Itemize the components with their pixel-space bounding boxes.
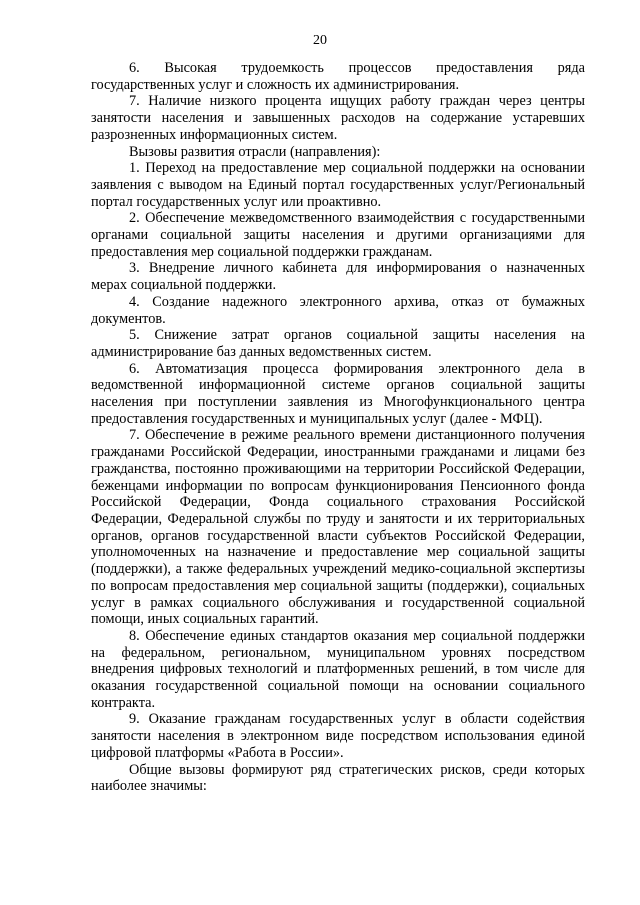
paragraph-challenge-5: 5. Снижение затрат органов социальной защиты населения на администрирование баз данных ведомственных систем. [91, 327, 585, 360]
paragraph-strategic-risks-intro: Общие вызовы формируют ряд стратегических рисков, среди которых наиболее значимы: [91, 761, 585, 795]
paragraph-challenge-7: 7. Обеспечение в режиме реального времени дистанционного получения гражданами Российской Федерации, иностранными гражданами и лицами без гражданства, постоянно проживающими на территории Российской Федерации, беженцами информации по вопросам функционирования Пенсионного фонда Российской Федерации, Фонда социального страхования Российской Федерации, Федеральной службы по труду и занятости и их территориальных органов, органов государственной власти субъектов Российской Федерации, уполномоченных на назначение и предоставление мер социальной защиты (поддержки), а также федеральных учреждений медико-социальной экспертизы по вопросам предоставления мер социальной защиты (поддержки), социальных услуг в рамках социального обслуживания и государственной социальной помощи, иных социальных гарантий. [91, 427, 585, 628]
paragraph-challenges-heading: Вызовы развития отрасли (направления): [129, 143, 381, 160]
paragraph-item-6-labor-intensity: 6. Высокая трудоемкость процессов предоставления ряда государственных услуг и сложность их администрирования. [91, 60, 585, 93]
document-body [91, 60, 585, 795]
paragraph-challenge-3: 3. Внедрение личного кабинета для информирования о назначенных мерах социальной поддержки. [91, 260, 585, 294]
paragraph-item-7-low-job-seekers: 7. Наличие низкого процента ищущих работу граждан через центры занятости населения и завышенных расходов на содержание устаревших разрозненных информационных систем. [91, 93, 585, 143]
paragraph-challenge-1: 1. Переход на предоставление мер социальной поддержки на основании заявления с выводом на Единый портал государственных услуг/Региональный портал государственных услуг или проактивно. [91, 160, 585, 210]
paragraph-challenge-2: 2. Обеспечение межведомственного взаимодействия с государственными органами социальной защиты населения и другими организациями для предоставления мер социальной поддержки гражданам. [91, 210, 585, 260]
paragraph-challenge-9: 9. Оказание гражданам государственных услуг в области содействия занятости населения в электронном виде посредством использования единой цифровой платформы «Работа в России». [91, 711, 585, 761]
paragraph-challenge-6: 6. Автоматизация процесса формирования электронного дела в ведомственной информационной системе органов социальной защиты населения при поступлении заявления из Многофункционального центра предоставления государственных и муниципальных услуг (далее - МФЦ). [91, 360, 585, 427]
page-number: 20 [313, 33, 327, 48]
paragraph-challenge-8: 8. Обеспечение единых стандартов оказания мер социальной поддержки на федеральном, региональном, муниципальном уровнях посредством внедрения цифровых технологий и платформенных решений, в том числе для оказания государственной социальной помощи на основании социального контракта. [91, 627, 585, 711]
paragraph-challenge-4: 4. Создание надежного электронного архива, отказ от бумажных документов. [91, 293, 585, 327]
